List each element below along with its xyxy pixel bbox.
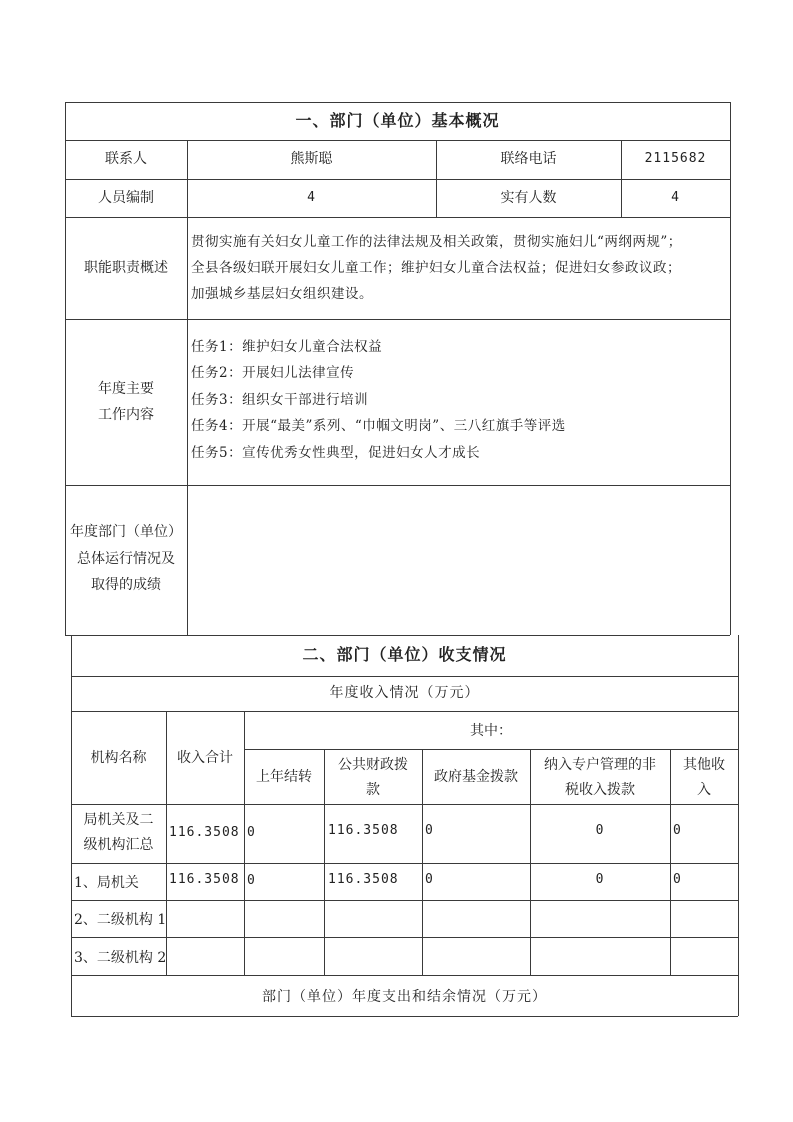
rule: [71, 1016, 738, 1017]
header-fiscal: 公共财政拨: [338, 757, 408, 773]
contact-label: 联系人: [105, 151, 147, 167]
task-item: 任务2：开展妇儿法律宣传: [191, 365, 355, 381]
row-total: 116.3508: [169, 872, 240, 887]
rule: [65, 102, 730, 103]
row-total: 116.3508: [169, 825, 240, 840]
row-org-name: 级机构汇总: [83, 837, 154, 853]
row-other: 0: [673, 823, 682, 838]
row-org-name: 2、二级机构 1: [74, 912, 167, 928]
staff-label: 人员编制: [98, 190, 154, 206]
actual-value: 4: [671, 190, 680, 205]
overall-label: 取得的成绩: [91, 577, 161, 593]
phone-label: 联络电话: [500, 151, 557, 167]
rule: [65, 217, 730, 218]
expense-title: 部门（单位）年度支出和结余情况（万元）: [262, 989, 547, 1005]
section2-title: 二、部门（单位）收支情况: [302, 645, 507, 664]
header-nontax: 纳入专户管理的非: [544, 757, 656, 773]
rule: [65, 140, 730, 141]
actual-label: 实有人数: [500, 190, 557, 206]
rule: [71, 937, 738, 938]
rule: [65, 635, 730, 636]
task-item: 任务3：组织女干部进行培训: [191, 392, 369, 408]
row-gov-fund: 0: [425, 823, 434, 838]
duty-label: 职能职责概述: [84, 260, 168, 276]
header-carryover: 上年结转: [256, 769, 312, 785]
rule: [244, 749, 738, 750]
rule: [187, 140, 188, 635]
row-nontax: 0: [595, 823, 605, 838]
rule: [738, 635, 739, 1016]
row-carryover: 0: [247, 825, 256, 840]
phone-value: 2115682: [644, 151, 707, 166]
header-other: 入: [697, 782, 711, 798]
row-nontax: 0: [595, 872, 605, 887]
row-org-name: 1、局机关: [74, 875, 139, 891]
header-fiscal: 款: [366, 782, 380, 798]
income-title: 年度收入情况（万元）: [329, 685, 480, 701]
header-total-income: 收入合计: [177, 750, 233, 766]
rule: [65, 319, 730, 320]
rule: [71, 900, 738, 901]
row-fiscal: 116.3508: [328, 872, 399, 887]
staff-value: 4: [307, 190, 316, 205]
task-item: 任务4：开展“最美”系列、“巾帼文明岗”、三八红旗手等评选: [191, 418, 566, 434]
rule: [71, 676, 738, 677]
overall-label: 总体运行情况及: [77, 551, 175, 567]
row-other: 0: [673, 872, 682, 887]
work-label: 年度主要: [98, 381, 154, 397]
row-org-name: 3、二级机构 2: [74, 950, 167, 966]
header-of-which: 其中：: [470, 723, 512, 739]
row-gov-fund: 0: [425, 872, 434, 887]
contact-name: 熊斯聪: [290, 151, 333, 167]
work-label: 工作内容: [98, 407, 154, 423]
row-org-name: 局机关及二: [83, 812, 154, 828]
header-other: 其他收: [683, 757, 725, 773]
rule: [730, 102, 731, 635]
task-item: 任务1：维护妇女儿童合法权益: [191, 339, 383, 355]
rule: [71, 711, 738, 712]
rule: [71, 863, 738, 864]
rule: [65, 485, 730, 486]
row-fiscal: 116.3508: [328, 823, 399, 838]
task-item: 任务5：宣传优秀女性典型，促进妇女人才成长: [191, 445, 481, 461]
rule: [71, 975, 738, 976]
rule: [65, 179, 730, 180]
duty-line: 加强城乡基层妇女组织建设。: [191, 286, 373, 302]
header-org-name: 机构名称: [90, 750, 147, 766]
header-nontax: 税收入拨款: [565, 782, 635, 798]
rule: [71, 804, 738, 805]
overall-label: 年度部门（单位）: [70, 524, 182, 540]
duty-line: 贯彻实施有关妇女儿童工作的法律法规及相关政策，贯彻实施妇儿“两纲两规”；: [191, 234, 682, 250]
header-gov-fund: 政府基金拨款: [434, 769, 518, 785]
duty-line: 全县各级妇联开展妇女儿童工作；维护妇女儿童合法权益；促进妇女参政议政；: [191, 260, 681, 276]
section1-title: 一、部门（单位）基本概况: [295, 111, 500, 130]
row-carryover: 0: [247, 873, 256, 888]
rule: [244, 711, 245, 975]
